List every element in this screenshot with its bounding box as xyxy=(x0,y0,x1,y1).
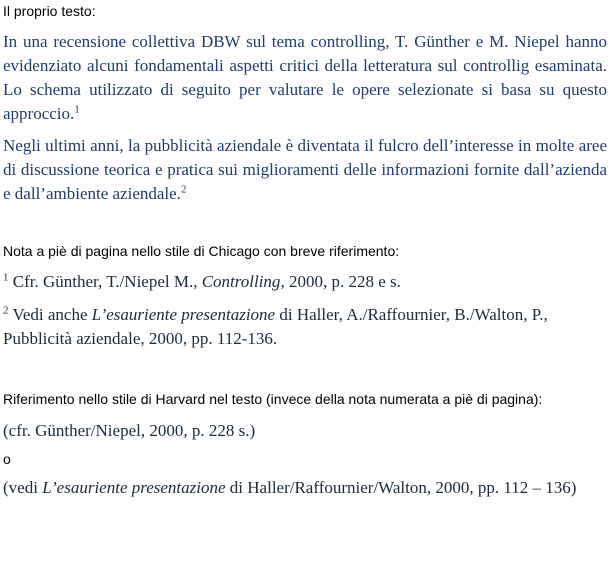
chicago-style-label: Nota a piè di pagina nello stile di Chicago con breve riferimento: xyxy=(3,243,400,259)
footnote-2 xyxy=(3,303,607,351)
document-page xyxy=(3,0,607,500)
body-paragraph-2-text: Negli ultimi anni, la pubblicità aziendale è diventata il fulcro dell’interesse in molte aree di discussione teorica e pratica sui miglioramenti delle informazioni fornite dall’azienda e dall’ambiente aziendale. xyxy=(3,136,607,203)
harvard-citation-1: (cfr. Günther/Niepel, 2000, p. 228 s.) xyxy=(3,421,256,440)
footnote-1-after: , 2000, p. 228 e s. xyxy=(280,272,401,291)
footnote-2-after: di Haller, A./Raffournier, B./Walton, P., Pubblicità aziendale, 2000, pp. 112-136. xyxy=(3,305,548,348)
footnote-2-before: Vedi anche xyxy=(8,305,92,324)
footnote-2-italic: L’esauriente presentazione xyxy=(91,305,276,324)
body-paragraph-1 xyxy=(3,30,607,126)
footnote-ref-2: 2 xyxy=(180,183,187,196)
footnote-1 xyxy=(3,270,607,294)
footnote-1-before: Cfr. Günther, T./Niepel M., xyxy=(8,272,202,291)
footnote-1-italic: Controlling xyxy=(201,272,281,291)
footnote-1-number: 1 xyxy=(3,271,9,284)
own-text-label: Il proprio testo: xyxy=(3,3,96,19)
body-paragraph-2 xyxy=(3,134,607,206)
harvard-citation-2-italic: L’esauriente presentazione xyxy=(42,478,226,497)
harvard-citation-2-before: (vedi xyxy=(3,478,43,497)
harvard-style-label: Riferimento nello stile di Harvard nel testo (invece della nota numerata a piè di pagina): xyxy=(3,391,543,407)
or-label: o xyxy=(3,451,11,467)
footnote-ref-1: 1 xyxy=(74,103,80,116)
harvard-citation-2-after: di Haller/Raffournier/Walton, 2000, pp. 112 – 136) xyxy=(225,478,577,497)
harvard-citation-2 xyxy=(3,476,607,500)
body-paragraph-1-text: In una recensione collettiva DBW sul tema controlling, T. Günther e M. Niepel hanno evidenziato alcuni fondamentali aspetti critici della letteratura sul controllig esaminata. Lo schema utilizzato di seguito per valutare le opere selezionate si basa su questo approccio. xyxy=(3,32,607,123)
footnote-2-number: 2 xyxy=(3,304,9,317)
